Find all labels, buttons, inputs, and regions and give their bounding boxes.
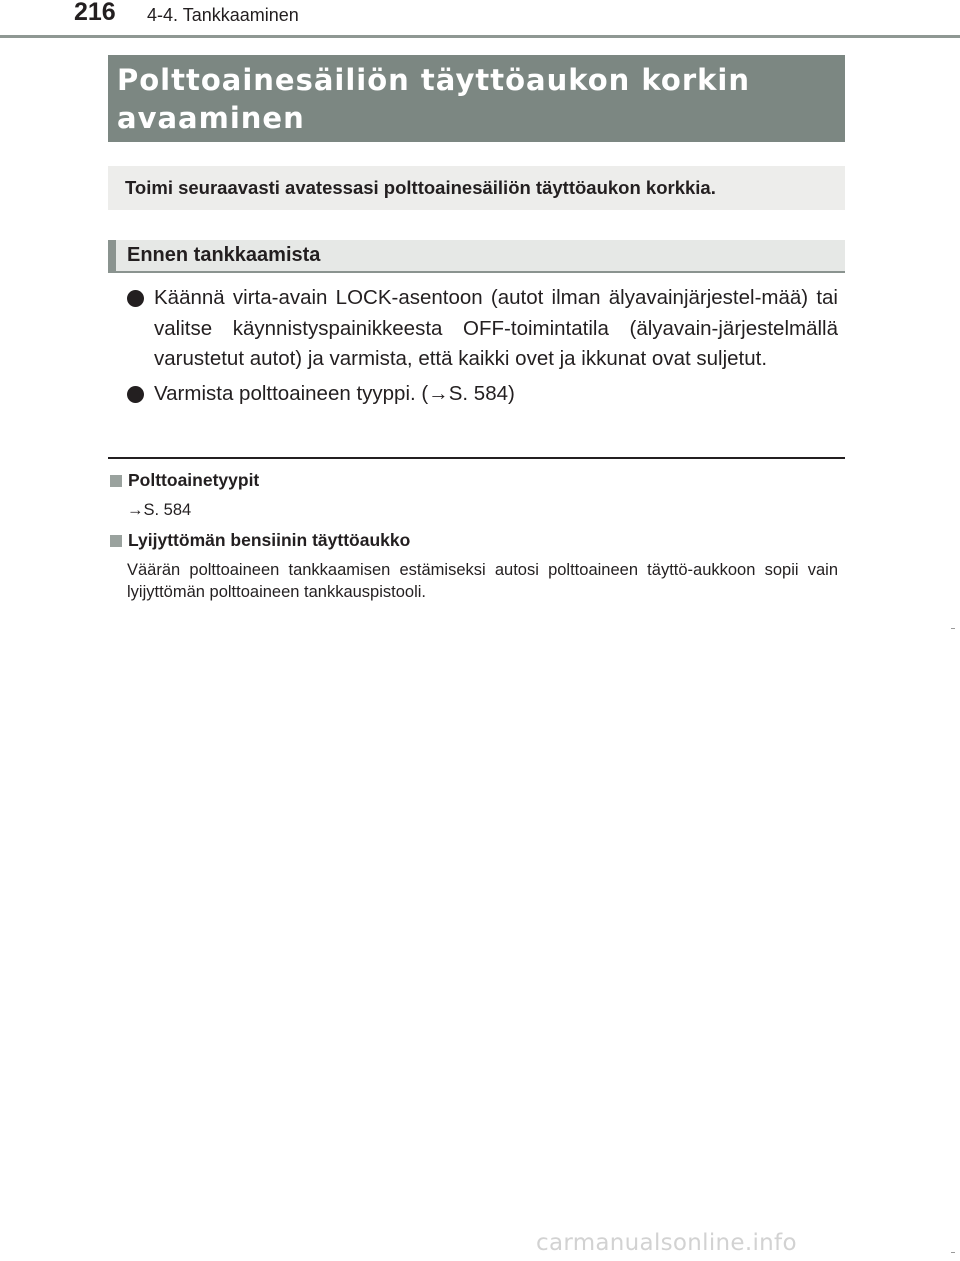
bullet-text: Varmista polttoaineen tyyppi. (→S. 584) — [154, 381, 515, 405]
square-bullet-icon — [110, 535, 122, 547]
note-heading-text: Lyijyttömän bensiinin täyttöaukko — [128, 530, 411, 550]
note-body: →S. 584 — [127, 501, 192, 519]
bullet-item — [127, 283, 838, 375]
bullet-item — [127, 379, 838, 410]
margin-tick — [951, 628, 955, 629]
watermark: carmanualsonline.info — [536, 1230, 797, 1256]
note-body: Väärän polttoaineen tankkaamisen estämiseksi autosi polttoaineen täyttö-aukkoon sopii vain lyijyttömän polttoaineen tankkauspistooli. — [127, 561, 838, 601]
margin-tick — [951, 1252, 955, 1253]
intro-text: Toimi seuraavasti avatessasi polttoainesäiliön täyttöaukon korkkia. — [125, 177, 716, 198]
subsection-title: Ennen tankkaamista — [127, 244, 321, 266]
intro-box — [108, 166, 845, 210]
chapter-title: 4-4. Tankkaaminen — [147, 5, 299, 25]
note-heading — [110, 470, 259, 491]
bullet-list — [127, 283, 838, 413]
square-bullet-icon — [110, 475, 122, 487]
section-title-line2: avaaminen — [117, 101, 305, 135]
bullet-text: Käännä virta-avain LOCK-asentoon (autot ilman älyavainjärjestel-mää) tai valitse käynnistyspainikkeesta OFF-toimintatila (älyavain-järjestelmällä varustetut autot) ja varmista, että kaikki ovet ja ikkunat ovat suljetut. — [154, 286, 838, 370]
section-title-line1: Polttoainesäiliön täyttöaukon korkin — [117, 63, 750, 97]
section-divider — [108, 457, 845, 459]
section-title-box — [108, 55, 845, 142]
page-number: 216 — [74, 0, 116, 26]
subsection-header — [108, 240, 845, 273]
bullet-dot-icon — [127, 290, 144, 307]
header-rule — [0, 35, 960, 38]
note-heading-text: Polttoainetyypit — [128, 470, 260, 490]
section-title — [117, 61, 836, 137]
note-heading — [110, 530, 410, 551]
bullet-dot-icon — [127, 386, 144, 403]
